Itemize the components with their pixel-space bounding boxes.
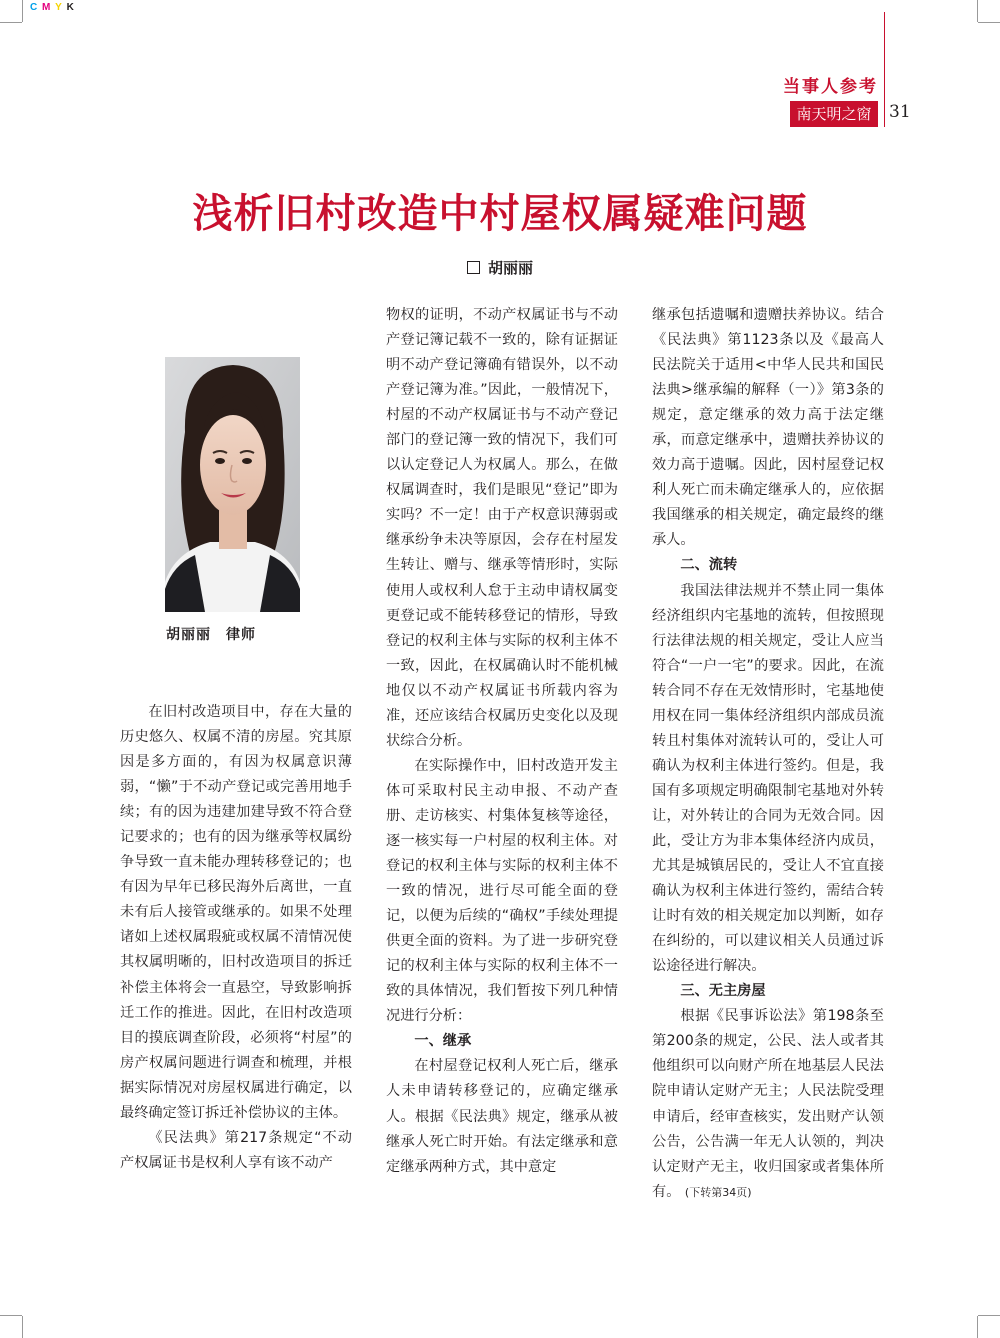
column-badge: 南天明之窗 <box>790 101 878 127</box>
byline-square-icon <box>467 261 480 274</box>
continued-note: (下转第34页) <box>684 1185 752 1199</box>
author-name: 胡丽丽 <box>487 259 533 277</box>
crop-mark <box>22 1316 23 1338</box>
crop-mark <box>978 22 1000 23</box>
section-heading-ownerless-house: 三、无主房屋 <box>680 983 766 1000</box>
paragraph: 物权的证明，不动产权属证书与不动产登记簿记载不一致的，除有证据证明不动产登记簿确有错误外，以不动产登记簿为准。”因此，一般情况下，村屋的不动产权属证书与不动产登记部门的登记簿一致的情况下，我们可以认定登记人为权属人。那么，在做权属调查时，我们是眼见“登记”即为实吗？不一定！由于产权意识薄弱或继承纷争未决等原因，会存在村屋发生转让、赠与、继承等情形时，实际使用人或权利人怠于主动申请权属变更登记或不能转移登记的情形，导致登记的权利主体与实际的权利主体不一致，因此，在权属确认时不能机械地仅以不动产权属证书所载内容为准，还应该结合权属历史变化以及现状综合分析。 <box>386 307 618 749</box>
paragraph: 我国法律法规并不禁止同一集体经济组织内宅基地的流转，但按照现行法律法规的相关规定，受让人应当符合“一户一宅”的要求。因此，在流转合同不存在无效情形时，宅基地使用权在同一集体经济组织内部成员流转且村集体对流转认可的，受让人可确认为权利主体进行签约。但是，我国有多项规定明确限制宅基地对外转让，对外转让的合同为无效合同。因此，受让方为非本集体经济内成员，尤其是城镇居民的，受让人不宜直接确认为权利主体进行签约，需结合转让时有效的相关规定加以判断，如存在纠纷的，可以建议相关人员通过诉讼途径进行解决。 <box>652 582 884 975</box>
section-heading-transfer: 二、流转 <box>680 557 738 574</box>
section-title: 当事人参考 <box>783 77 878 97</box>
text-column-1 <box>120 700 352 1176</box>
paragraph: 在村屋登记权利人死亡后，继承人未申请转移登记的，应确定继承人。根据《民法典》规定，继承从被继承人死亡时开始。有法定继承和意定继承两种方式，其中意定 <box>386 1058 618 1175</box>
page-number: 31 <box>889 102 911 122</box>
cmyk-c: C <box>30 2 39 13</box>
author-portrait-photo <box>165 357 300 612</box>
paragraph: 继承包括遗嘱和遗赠扶养协议。结合《民法典》第1123条以及《最高人民法院关于适用<中华人民共和国民法典>继承编的解释（一）》第3条的规定，意定继承的效力高于法定继承，而意定继承中，遗赠扶养协议的效力高于遗嘱。因此，因村屋登记权利人死亡而未确定继承人的，应依据我国继承的相关规定，确定最终的继承人。 <box>652 307 884 549</box>
crop-mark <box>0 22 22 23</box>
portrait-photo <box>165 357 300 612</box>
article-title: 浅析旧村改造中村屋权属疑难问题 <box>192 191 808 237</box>
text-column-3 <box>652 303 884 1205</box>
crop-mark <box>977 0 978 22</box>
section-heading-inheritance: 一、继承 <box>414 1033 472 1050</box>
cmyk-k: K <box>66 2 75 13</box>
text-column-2 <box>386 303 618 1180</box>
crop-mark <box>977 1316 978 1338</box>
crop-mark <box>978 1315 1000 1316</box>
paragraph-text: 根据《民事诉讼法》第198条至第200条的规定，公民、法人或者其他组织可以向财产所在地基层人民法院申请认定财产无主；人民法院受理申请后，经审查核实，发出财产认领公告，公告满一年无人认领的，判决认定财产无主，收归国家或者集体所有。 <box>652 1008 884 1200</box>
paragraph: 《民法典》第217条规定“不动产权属证书是权利人享有该不动产 <box>120 1129 352 1171</box>
cmyk-y: Y <box>55 2 63 13</box>
crop-mark <box>0 1315 22 1316</box>
paragraph <box>652 1004 884 1204</box>
cmyk-registration-label <box>30 2 75 13</box>
byline <box>0 257 1000 278</box>
cmyk-m: M <box>42 2 52 13</box>
paragraph: 在旧村改造项目中，存在大量的历史悠久、权属不清的房屋。究其原因是多方面的，有因为权属意识薄弱，“懒”于不动产登记或完善用地手续；有的因为违建加建导致不符合登记要求的；也有的因为继承等权属纷争导致一直未能办理转移登记的；也有因为早年已移民海外后离世，一直未有后人接管或继承的。如果不处理诸如上述权属瑕疵或权属不清情况使其权属明晰的，旧村改造项目的拆迁补偿主体将会一直悬空，导致影响拆迁工作的推进。因此，在旧村改造项目的摸底调查阶段，必须将“村屋”的房产权属问题进行调查和梳理，并根据实际情况对房屋权属进行确定，以最终确定签订拆迁补偿协议的主体。 <box>120 704 352 1121</box>
header-divider <box>884 12 885 127</box>
photo-caption: 胡丽丽 律师 <box>166 627 256 643</box>
paragraph: 在实际操作中，旧村改造开发主体可采取村民主动申报、不动产查册、走访核实、村集体复核等途径，逐一核实每一户村屋的权利主体。对登记的权利主体与实际的权利主体不一致的情况，进行尽可能全面的登记，以便为后续的“确权”手续处理提供更全面的资料。为了进一步研究登记的权利主体与实际的权利主体不一致的具体情况，我们暂按下列几种情况进行分析： <box>386 757 618 1025</box>
crop-mark <box>22 0 23 22</box>
